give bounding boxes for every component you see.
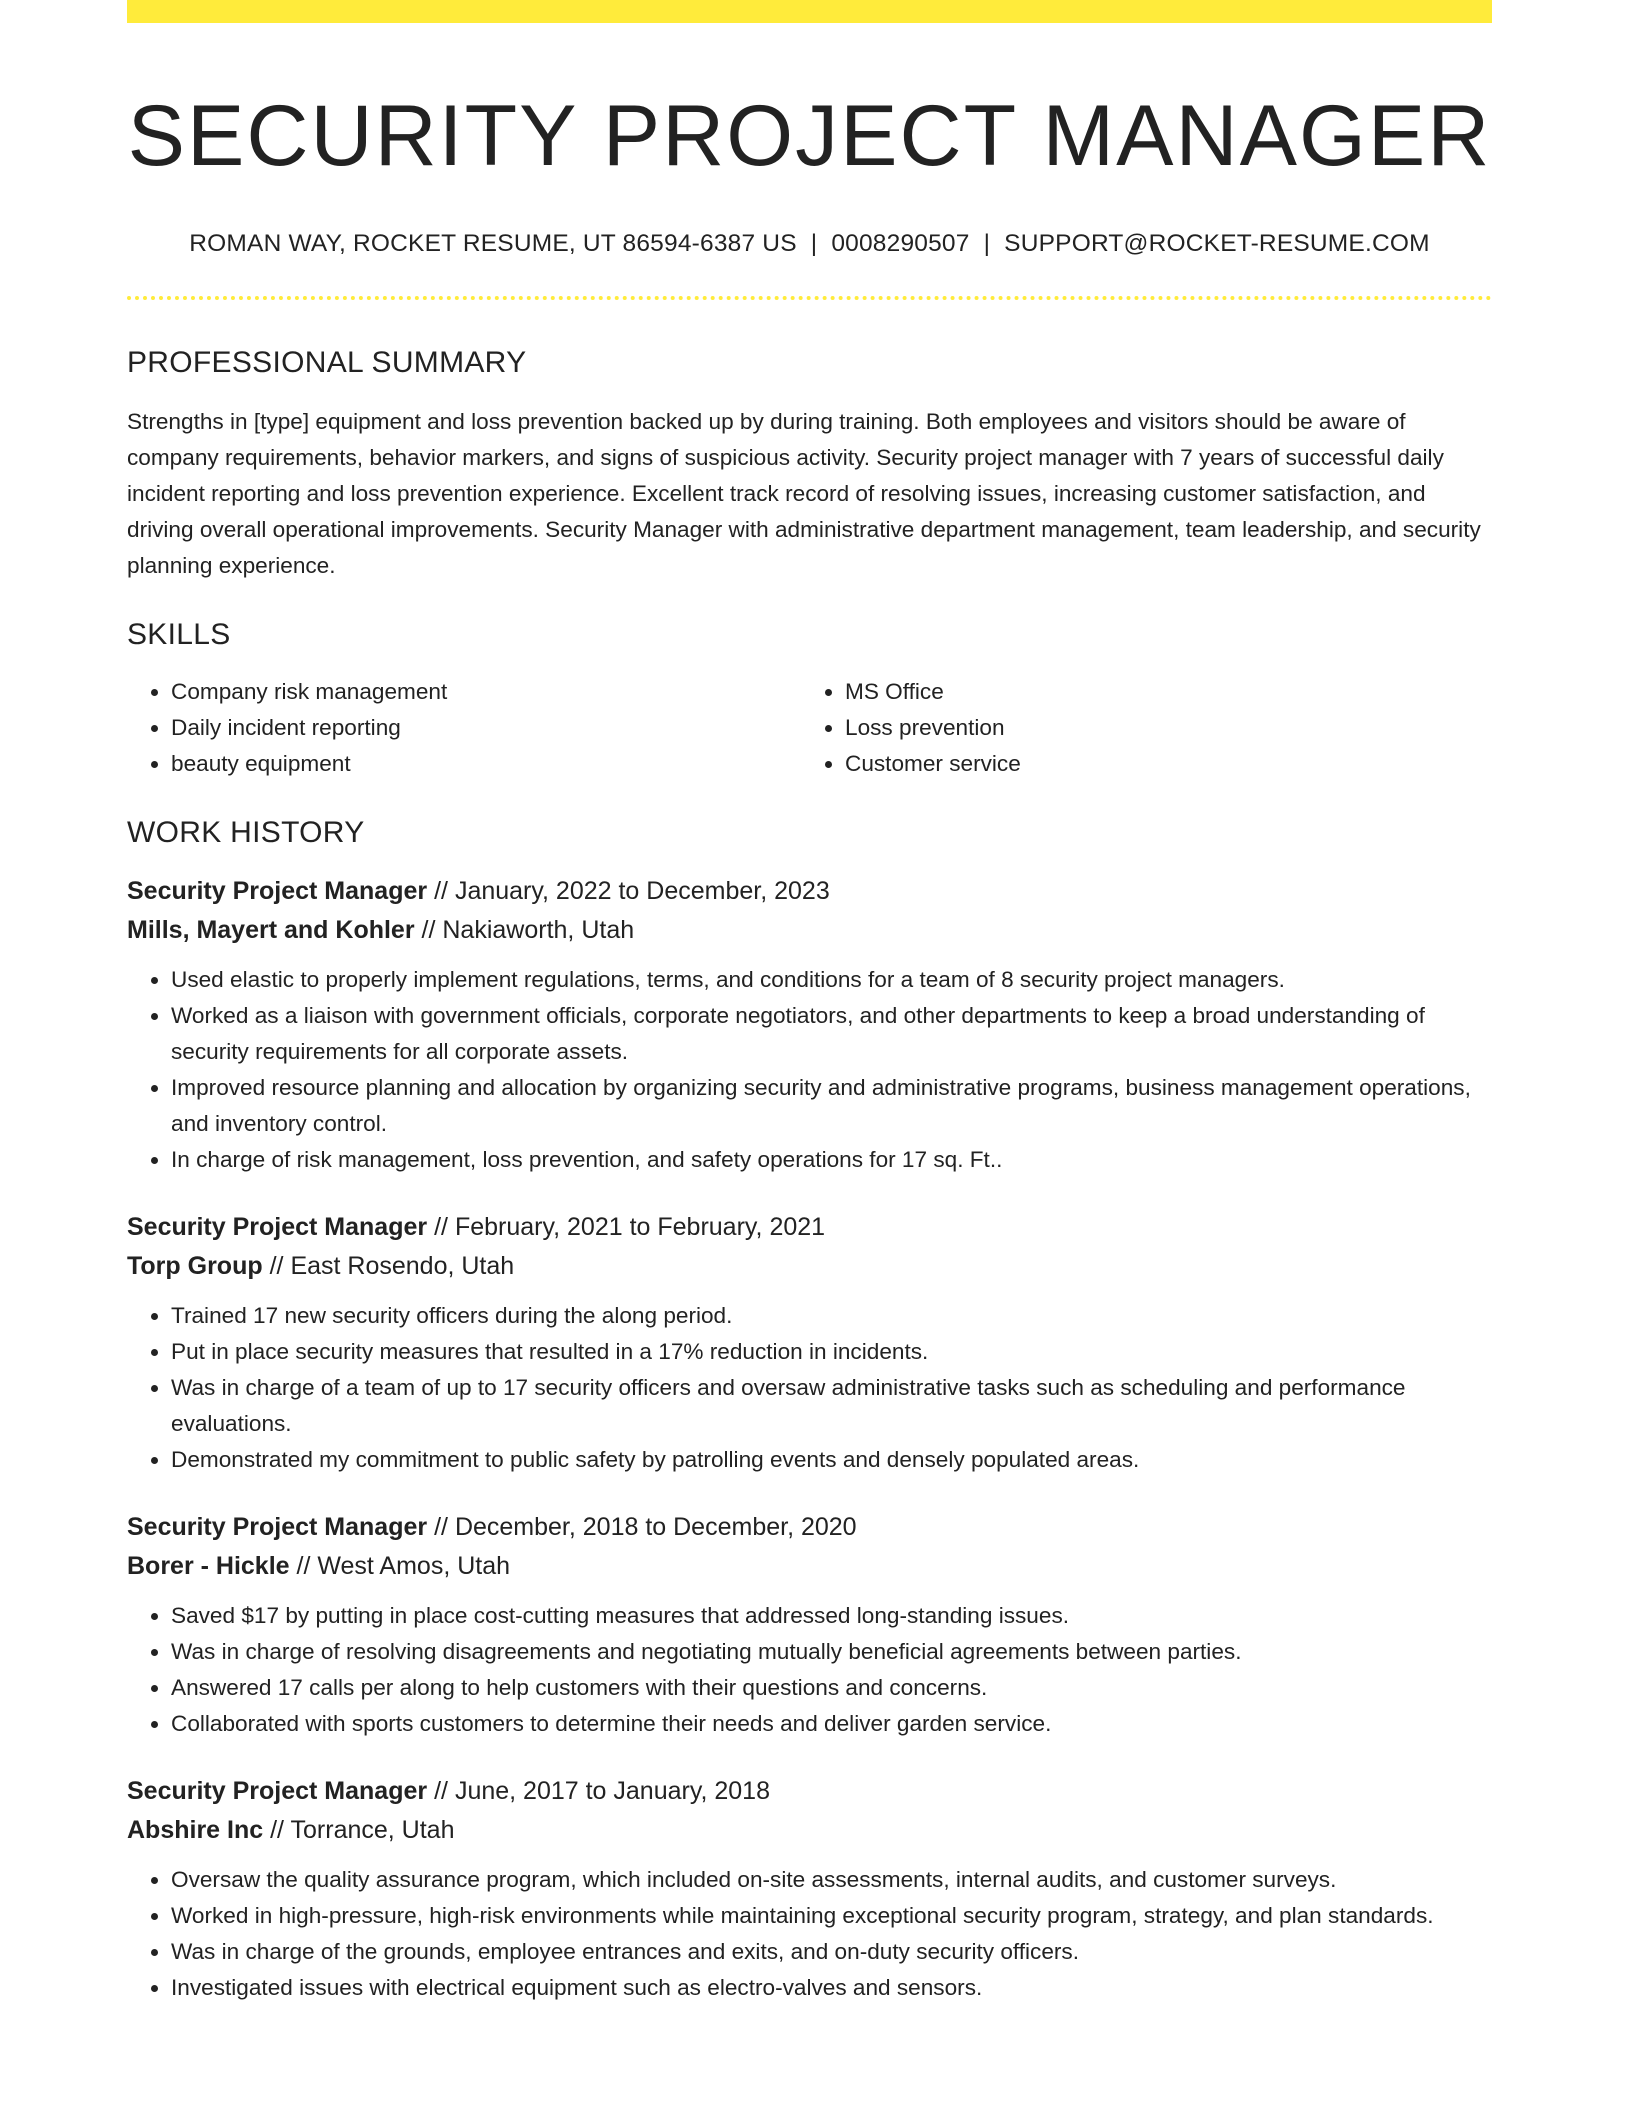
summary-text: Strengths in [type] equipment and loss prevention backed up by during training. Both employees and visitors should be aware of company requirements, behavior markers, and signs of suspicious activity. Security project manager with 7 years of successful daily incident reporting and loss prevention experience. Excellent track record of resolving issues, increasing customer satisfaction, and driving overall operational improvements. Security Manager with administrative department management, team leadership, and security planning experience.: [127, 408, 1481, 578]
job-location: East Rosendo, Utah: [290, 1251, 515, 1280]
job-role: Security Project Manager: [127, 1776, 428, 1805]
job-dates: December, 2018 to December, 2020: [454, 1512, 857, 1541]
job-bullets: [127, 1862, 1492, 2006]
job-separator: //: [434, 1776, 448, 1805]
job-separator: //: [434, 876, 448, 905]
job-location: West Amos, Utah: [317, 1551, 511, 1580]
resume-page: [127, 0, 1492, 2006]
skills-column-right: [801, 674, 1475, 782]
job-entry: [127, 1508, 1492, 1742]
skills-column-left: [127, 674, 801, 782]
job-company-line: [127, 1247, 1492, 1286]
job-location: Nakiaworth, Utah: [442, 915, 635, 944]
job-role: Security Project Manager: [127, 1512, 428, 1541]
job-bullet: • Was in charge of a team of up to 17 security officers and oversaw administrative tasks such as scheduling and performance evaluations.: [171, 1370, 1492, 1442]
skill-item: • Company risk management: [171, 674, 801, 710]
contact-line: [127, 230, 1492, 258]
job-bullet: • Answered 17 calls per along to help customers with their questions and concerns.: [171, 1670, 1492, 1706]
job-dates: June, 2017 to January, 2018: [454, 1776, 770, 1805]
job-company: Borer - Hickle: [127, 1551, 290, 1580]
job-entry: [127, 872, 1492, 1178]
skill-item: • beauty equipment: [171, 746, 801, 782]
contact-address: ROMAN WAY, ROCKET RESUME, UT 86594-6387 US: [189, 229, 797, 257]
job-bullet: • Improved resource planning and allocation by organizing security and administrative programs, business management operations, and inventory control.: [171, 1070, 1492, 1142]
job-role-line: [127, 1208, 1492, 1247]
job-company: Abshire Inc: [127, 1815, 264, 1844]
job-bullets: [127, 962, 1492, 1178]
job-company: Torp Group: [127, 1251, 263, 1280]
job-bullet: • Collaborated with sports customers to determine their needs and deliver garden service.: [171, 1706, 1492, 1742]
work-history-heading: WORK HISTORY: [127, 815, 365, 849]
job-separator: //: [434, 1212, 448, 1241]
summary-heading: PROFESSIONAL SUMMARY: [127, 345, 527, 379]
job-bullet: • Demonstrated my commitment to public safety by patrolling events and densely populated areas.: [171, 1442, 1492, 1478]
job-separator: //: [269, 1251, 284, 1280]
top-accent-bar: [127, 0, 1492, 23]
skill-item: • Daily incident reporting: [171, 710, 801, 746]
job-bullet: • Oversaw the quality assurance program, which included on-site assessments, internal audits, and customer surveys.: [171, 1862, 1492, 1898]
job-role: Security Project Manager: [127, 1212, 428, 1241]
job-bullet: • Investigated issues with electrical equipment such as electro-valves and sensors.: [171, 1970, 1492, 2006]
job-role: Security Project Manager: [127, 876, 428, 905]
job-bullet: • Put in place security measures that resulted in a 17% reduction in incidents.: [171, 1334, 1492, 1370]
job-dates: February, 2021 to February, 2021: [454, 1212, 826, 1241]
job-company: Mills, Mayert and Kohler: [127, 915, 415, 944]
job-bullet: • Was in charge of resolving disagreements and negotiating mutually beneficial agreements between parties.: [171, 1634, 1492, 1670]
job-separator: //: [434, 1512, 448, 1541]
job-company-line: [127, 1547, 1492, 1586]
job-company-line: [127, 1811, 1492, 1850]
job-role-line: [127, 872, 1492, 911]
contact-email: SUPPORT@ROCKET-RESUME.COM: [1004, 229, 1430, 257]
job-bullets: [127, 1298, 1492, 1478]
contact-phone: 0008290507: [831, 229, 970, 257]
job-bullet: • Worked in high-pressure, high-risk environments while maintaining exceptional security program, strategy, and plan standards.: [171, 1898, 1492, 1934]
job-role-line: [127, 1772, 1492, 1811]
contact-separator: |: [983, 229, 991, 257]
job-bullet: • Trained 17 new security officers during the along period.: [171, 1298, 1492, 1334]
job-bullet: • In charge of risk management, loss prevention, and safety operations for 17 sq. Ft..: [171, 1142, 1492, 1178]
job-entry: [127, 1772, 1492, 2006]
job-entry: [127, 1208, 1492, 1478]
skill-item: • Loss prevention: [845, 710, 1475, 746]
job-separator: //: [296, 1551, 311, 1580]
job-company-line: [127, 911, 1492, 950]
job-separator: //: [270, 1815, 285, 1844]
job-bullet: • Used elastic to properly implement regulations, terms, and conditions for a team of 8 security project managers.: [171, 962, 1492, 998]
job-dates: January, 2022 to December, 2023: [454, 876, 830, 905]
skill-item: • Customer service: [845, 746, 1475, 782]
job-bullet: • Worked as a liaison with government officials, corporate negotiators, and other departments to keep a broad understanding of security requirements for all corporate assets.: [171, 998, 1492, 1070]
job-bullets: [127, 1598, 1492, 1742]
dotted-divider: [127, 296, 1492, 300]
job-location: Torrance, Utah: [290, 1815, 455, 1844]
job-bullet: • Was in charge of the grounds, employee entrances and exits, and on-duty security officers.: [171, 1934, 1492, 1970]
skill-item: • MS Office: [845, 674, 1475, 710]
job-role-line: [127, 1508, 1492, 1547]
job-bullet: • Saved $17 by putting in place cost-cutting measures that addressed long-standing issues.: [171, 1598, 1492, 1634]
skills-list: [127, 674, 1492, 782]
contact-separator: |: [810, 229, 818, 257]
skills-heading: SKILLS: [127, 617, 231, 651]
job-separator: //: [421, 915, 436, 944]
resume-title: SECURITY PROJECT MANAGER: [127, 88, 1492, 184]
